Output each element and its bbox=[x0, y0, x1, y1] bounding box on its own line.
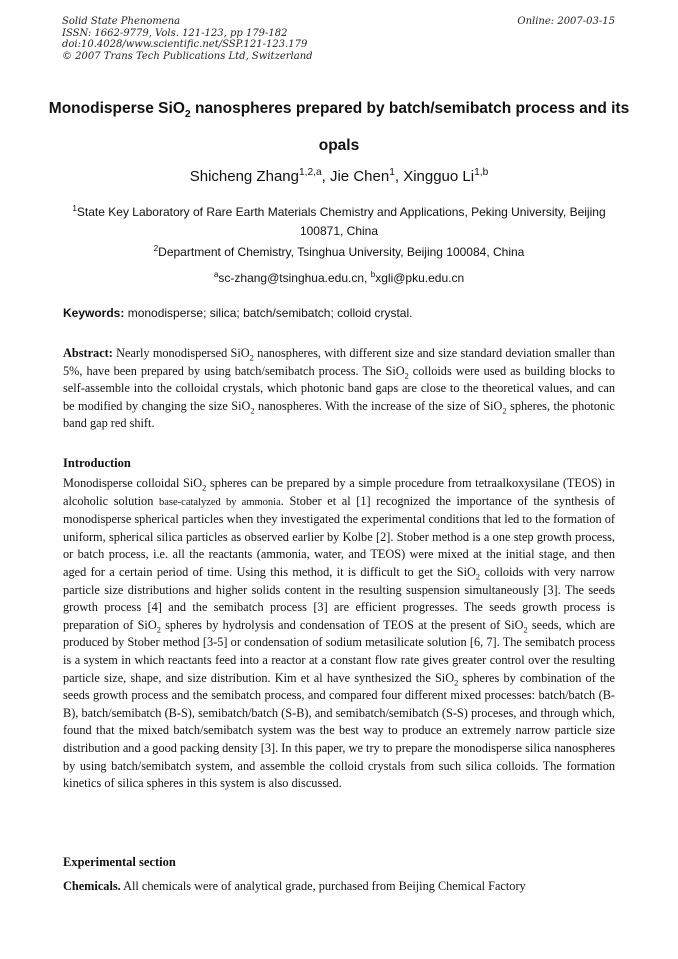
subscript: 2 bbox=[475, 572, 481, 582]
email-a-marker: a bbox=[213, 270, 219, 279]
author-3: , Xingguo Li bbox=[394, 168, 475, 185]
intro-text-small: base-catalyzed by ammonia bbox=[159, 496, 281, 508]
intro-text-4: colloids with very narrow particle size distributions and higher solids content in the resulting suspension simultaneously [3]. The seeds growth process [4] and the semibatch process [3] are efficient progresses. The seeds growth process is preparation of SiO bbox=[63, 564, 615, 632]
keywords-text: monodisperse; silica; batch/semibatch; colloid crystal. bbox=[124, 306, 413, 320]
intro-text-7: spheres by combination of the seeds growth process and the semibatch process, and compared four different mixed processes: batch/batch (B-B), batch/semibatch (B-S), semibatch/batch (S-B), and semibatch/semibatch (S-S) proceses, and through which, found that the mixed batch/semibatch system was the best way to produce an extremely narrow particle size distribution and a good packing density [3]. In this paper, we try to prepare the monodisperse silica nanospheres by using batch/semibatch system, and assemble the colloid crystals from such silica colloids. The formation kinetics of silica spheres in this system is also discussed. bbox=[63, 670, 615, 791]
introduction-heading: Introduction bbox=[63, 456, 131, 470]
intro-text-6: seeds, which are produced by Stober method [3-5] or condensation of sodium metasilicate solution [6, 7]. The semibatch process is a system in which reactants feed into a reactor at a constant flow rate gives greater control over the resulting particle size, shape, and size distribution. Kim et al have synthesized the SiO bbox=[63, 617, 615, 685]
email-b[interactable]: xgli@pku.edu.cn bbox=[375, 271, 465, 285]
affiliation-1-text: State Key Laboratory of Rare Earth Materials Chemistry and Applications, Peking University, Beijing 100871, China bbox=[76, 205, 606, 238]
paper-title bbox=[40, 90, 638, 164]
abstract-text-4: nanospheres. With the increase of the size of SiO bbox=[254, 398, 503, 413]
journal-name: Solid State Phenomena bbox=[62, 16, 181, 27]
chemicals-label: Chemicals. bbox=[63, 879, 121, 893]
chemicals-paragraph bbox=[63, 878, 615, 896]
author-2-affil: 1 bbox=[389, 167, 395, 178]
affiliation-2-marker: 2 bbox=[153, 244, 159, 253]
affiliation-1 bbox=[70, 203, 608, 241]
chemicals-text: All chemicals were of analytical grade, purchased from Beijing Chemical Factory bbox=[120, 879, 526, 893]
subscript: 2 bbox=[250, 406, 255, 416]
keywords bbox=[63, 306, 615, 320]
experimental-heading: Experimental section bbox=[63, 855, 176, 869]
email-line bbox=[70, 269, 608, 288]
abstract-text-5: spheres, the photonic band gap red shift. bbox=[63, 398, 615, 431]
abstract-text-2: nanospheres, with different size and size standard deviation smaller than 5%, have been prepared by using batch/semibatch process. The SiO bbox=[63, 346, 615, 378]
intro-text-3: . Stober et al [1] recognized the importance of the synthesis of monodisperse spherical particles when they investigated the experimental conditions that led to the formation of uniform, spherical silica particles as observed earlier by Kolbe [2]. Stober method is a one step growth process, or batch process, i.e. all the reactants (ammonia, water, and TEOS) were mixed at the initial stage, and then aged for a certain period of time. Using this method, it is difficult to get the SiO bbox=[63, 493, 615, 579]
affiliation-2-text: Department of Chemistry, Tsinghua University, Beijing 100084, China bbox=[158, 245, 525, 259]
subscript: 2 bbox=[502, 406, 507, 416]
subscript: 2 bbox=[454, 677, 459, 687]
author-3-affil: 1,b bbox=[474, 167, 489, 178]
journal-header bbox=[62, 16, 313, 62]
subscript: 2 bbox=[249, 353, 254, 363]
affiliation-2 bbox=[70, 243, 608, 262]
intro-text-2: spheres can be prepared by a simple procedure from tetraalkoxysilane (TEOS) in alcoholic solution bbox=[63, 476, 615, 508]
intro-text-5: spheres by hydrolysis and condensation of TEOS at the present of SiO bbox=[160, 617, 524, 632]
email-a[interactable]: sc-zhang@tsinghua.edu.cn, bbox=[218, 271, 371, 285]
subscript: 2 bbox=[523, 625, 528, 635]
abstract-paragraph bbox=[63, 345, 615, 433]
subscript: 2 bbox=[156, 625, 161, 635]
introduction-paragraph bbox=[63, 475, 615, 793]
copyright-line: © 2007 Trans Tech Publications Ltd, Switzerland bbox=[62, 50, 313, 62]
online-date: Online: 2007-03-15 bbox=[517, 16, 615, 27]
title-part-2: nanospheres prepared by batch/semibatch process and its opals bbox=[190, 100, 630, 154]
intro-text-1: Monodisperse colloidal SiO bbox=[63, 476, 203, 490]
issn-line: ISSN: 1662-9779, Vols. 121-123, pp 179-182 bbox=[62, 27, 288, 39]
email-b-marker: b bbox=[370, 270, 376, 279]
abstract-label: Abstract: bbox=[63, 346, 113, 360]
subscript: 2 bbox=[202, 483, 207, 493]
author-1-affil: 1,2,a bbox=[298, 167, 322, 178]
subscript: 2 bbox=[404, 371, 409, 381]
abstract-text-1: Nearly monodispersed SiO bbox=[112, 346, 250, 360]
title-subscript: 2 bbox=[184, 108, 191, 121]
abstract-text-3: colloids were used as building blocks to self-assemble into the colloidal crystals, which photonic band gaps are close to the theoretical values, and can be modified by changing the size SiO bbox=[63, 363, 615, 413]
title-part-1: Monodisperse SiO bbox=[48, 100, 185, 117]
author-list bbox=[40, 168, 638, 185]
keywords-label: Keywords: bbox=[63, 306, 125, 320]
affiliation-1-marker: 1 bbox=[72, 204, 77, 213]
author-2: , Jie Chen bbox=[321, 168, 390, 185]
doi-line: doi:10.4028/www.scientific.net/SSP.121-123.179 bbox=[62, 39, 308, 50]
author-1: Shicheng Zhang bbox=[189, 168, 299, 185]
